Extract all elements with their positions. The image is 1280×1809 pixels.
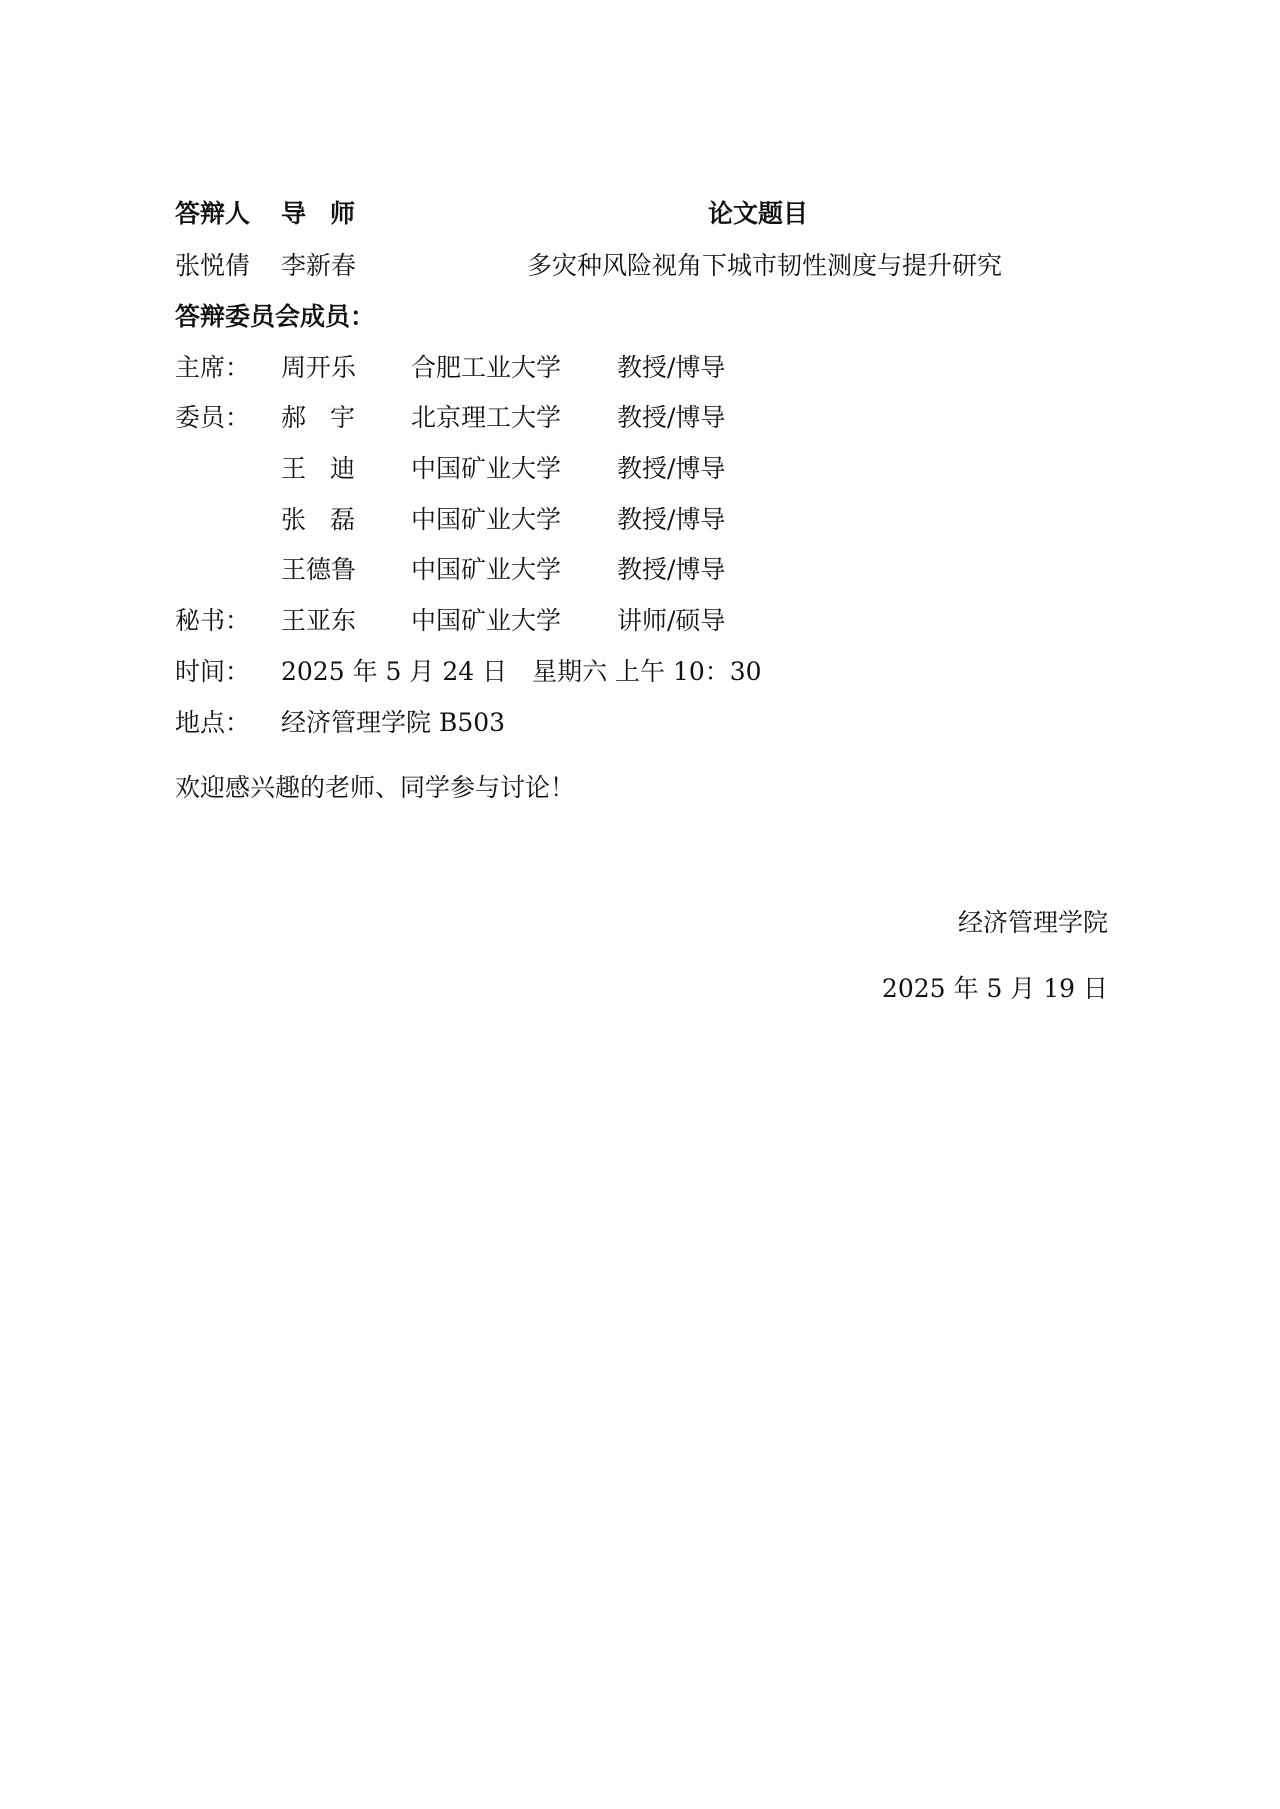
member-role: 主席：	[175, 353, 251, 382]
thesis-title-header: 论文题目	[708, 199, 809, 228]
candidate-advisor: 李新春	[281, 251, 357, 280]
member-org: 中国矿业大学	[411, 555, 562, 584]
member-name: 张磊	[281, 505, 380, 534]
time-label: 时间：	[175, 657, 251, 686]
member-name: 郝宇	[281, 403, 380, 432]
candidate-name: 张悦倩	[175, 251, 251, 280]
member-name: 周开乐	[281, 353, 357, 382]
time-value: 2025 年 5 月 24 日 星期六 上午 10：30	[281, 657, 762, 686]
member-role: 秘书：	[175, 606, 251, 635]
thesis-title: 多灾种风险视角下城市韧性测度与提升研究	[527, 251, 1003, 280]
member-org: 合肥工业大学	[411, 353, 562, 382]
member-name: 王迪	[281, 454, 380, 483]
member-org: 中国矿业大学	[411, 505, 562, 534]
member-name: 王德鲁	[281, 555, 357, 584]
advisor-header: 导师	[281, 199, 380, 228]
member-org: 中国矿业大学	[411, 606, 562, 635]
member-rank: 教授/博导	[617, 505, 726, 534]
respondent-header: 答辩人	[175, 199, 251, 228]
member-org: 北京理工大学	[411, 403, 562, 432]
member-rank: 教授/博导	[617, 353, 726, 382]
member-name: 王亚东	[281, 606, 357, 635]
place-label: 地点：	[175, 708, 251, 737]
committee-heading: 答辩委员会成员：	[175, 302, 376, 331]
member-org: 中国矿业大学	[411, 454, 562, 483]
member-role: 委员：	[175, 403, 251, 432]
welcome-message: 欢迎感兴趣的老师、同学参与讨论！	[175, 773, 576, 802]
place-value: 经济管理学院 B503	[281, 708, 506, 737]
signature-date: 2025 年 5 月 19 日	[881, 974, 1108, 1003]
member-rank: 教授/博导	[617, 555, 726, 584]
member-rank: 教授/博导	[617, 403, 726, 432]
signature-org: 经济管理学院	[957, 908, 1108, 937]
member-rank: 教授/博导	[617, 454, 726, 483]
member-rank: 讲师/硕导	[617, 606, 726, 635]
